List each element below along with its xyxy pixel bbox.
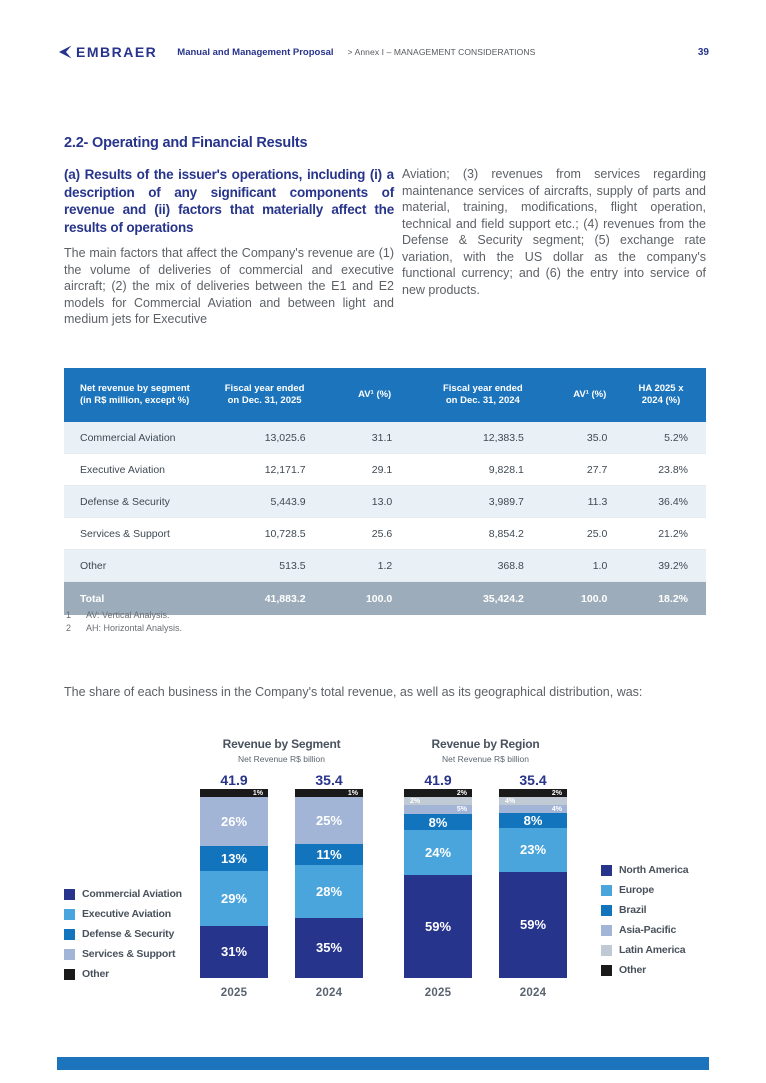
legend-label: Asia-Pacific — [619, 924, 677, 936]
table-row — [64, 518, 706, 550]
legend-swatch — [601, 965, 612, 976]
row-value: 1.2 — [377, 559, 393, 572]
bar-segment-other: 1% — [200, 789, 268, 797]
legend-item-europe — [601, 880, 688, 900]
stacked-bar — [404, 789, 472, 978]
x-axis-label: 2024 — [315, 987, 343, 999]
column-header: AV¹ (%) — [536, 368, 619, 422]
table-row — [64, 550, 706, 582]
bar-total-label: 35.4 — [519, 772, 547, 788]
row-label: Other — [80, 559, 107, 572]
legend-item-executive-aviation — [64, 904, 182, 924]
page-header — [57, 40, 709, 64]
bar-segment-europe: 24% — [404, 830, 472, 875]
row-value: 13,025.6 — [264, 431, 306, 444]
revenue-by-segment-chart — [200, 737, 363, 999]
row-value: 25.6 — [371, 527, 393, 540]
column-header: Net revenue by segment (in R$ million, except %) — [64, 368, 218, 422]
region-chart-bars — [404, 772, 567, 999]
breadcrumb: > Annex I – MANAGEMENT CONSIDERATIONS — [347, 47, 536, 57]
row-value: 35,424.2 — [482, 592, 524, 605]
right-column — [402, 166, 706, 298]
column-header: HA 2025 x 2024 (%) — [619, 368, 706, 422]
x-axis-label: 2025 — [220, 987, 248, 999]
legend-swatch — [601, 905, 612, 916]
legend-label: Brazil — [619, 904, 647, 916]
bar-segment-brazil: 8% — [404, 814, 472, 829]
x-axis-label: 2024 — [519, 987, 547, 999]
row-value: 29.1 — [371, 463, 393, 476]
row-value: 39.2% — [658, 559, 688, 572]
bar-segment-executive-aviation: 29% — [200, 871, 268, 926]
legend-item-other — [601, 960, 688, 980]
legend-swatch — [601, 925, 612, 936]
legend-item-north-america — [601, 860, 688, 880]
table-row — [64, 422, 706, 454]
brand-name: EMBRAER — [76, 44, 158, 60]
legend-swatch — [601, 945, 612, 956]
legend-swatch — [64, 969, 75, 980]
footnote-2-number: 2 — [66, 623, 72, 633]
row-label: Commercial Aviation — [80, 431, 176, 444]
legend-label: Defense & Security — [82, 928, 175, 940]
row-value: 100.0 — [365, 592, 393, 605]
charts-intro-sentence: The share of each business in the Company's total revenue, as well as its geographical distribution, was: — [64, 685, 643, 699]
legend-swatch — [601, 865, 612, 876]
bar-segment-other: 2% — [499, 789, 567, 797]
bar-total-label: 41.9 — [220, 772, 248, 788]
footnote-1 — [66, 610, 182, 620]
bar-total-label: 35.4 — [315, 772, 343, 788]
body-paragraph-left: The main factors that affect the Company's revenue are (1) the volume of deliveries of commercial and executive aircraft; (2) the mix of deliveries between the E1 and E2 models for Commercial Aviation and between light and medium jets for Executive — [64, 246, 394, 327]
bar-segment-defense-security: 11% — [295, 844, 363, 865]
bar-segment-other: 1% — [295, 789, 363, 797]
bar-segment-brazil: 8% — [499, 813, 567, 828]
legend-label: Other — [82, 968, 110, 980]
row-value: 12,383.5 — [482, 431, 524, 444]
bar-segment-latin-america: 4% — [499, 797, 567, 805]
row-label: Total — [80, 592, 105, 605]
row-value: 21.2% — [658, 527, 688, 540]
legend-label: Europe — [619, 884, 654, 896]
chart-title: Revenue by Region — [431, 737, 540, 751]
stacked-bar — [295, 789, 363, 978]
legend-swatch — [64, 949, 75, 960]
legend-label: Other — [619, 964, 647, 976]
bar-segment-europe: 23% — [499, 828, 567, 871]
chart-subtitle: Net Revenue R$ billion — [238, 754, 325, 764]
section-heading: 2.2- Operating and Financial Results — [64, 135, 308, 151]
legend-swatch — [601, 885, 612, 896]
legend-label: Latin America — [619, 944, 686, 956]
row-value: 513.5 — [279, 559, 306, 572]
row-label: Executive Aviation — [80, 463, 166, 476]
legend-item-defense-security — [64, 924, 182, 944]
legend-item-brazil — [601, 900, 688, 920]
row-value: 368.8 — [497, 559, 524, 572]
column-header: AV¹ (%) — [318, 368, 405, 422]
embraer-logo — [57, 44, 157, 60]
revenue-table — [64, 368, 706, 615]
bar-segment-commercial-aviation: 31% — [200, 926, 268, 978]
document-title: Manual and Management Proposal — [177, 46, 334, 58]
footnotes — [66, 610, 182, 636]
row-value: 12,171.7 — [264, 463, 306, 476]
segment-legend — [64, 884, 182, 984]
bar-segment-asia-pacific: 5% — [404, 805, 472, 814]
row-value: 13.0 — [371, 495, 393, 508]
segment-chart-bars — [200, 772, 363, 999]
row-value: 3,989.7 — [488, 495, 524, 508]
revenue-table-header — [64, 368, 706, 422]
table-row — [64, 454, 706, 486]
row-value: 8,854.2 — [488, 527, 524, 540]
row-value: 25.0 — [586, 527, 608, 540]
row-value: 35.0 — [586, 431, 608, 444]
column-header: Fiscal year ended on Dec. 31, 2024 — [404, 368, 536, 422]
bar-segment-other: 2% — [404, 789, 472, 797]
legend-swatch — [64, 909, 75, 920]
region-legend — [601, 860, 688, 980]
bar-segment-latin-america: 2% — [404, 797, 472, 805]
legend-label: Services & Support — [82, 948, 176, 960]
legend-label: North America — [619, 864, 689, 876]
row-value: 23.8% — [658, 463, 688, 476]
row-value: 1.0 — [592, 559, 608, 572]
column-header: Fiscal year ended on Dec. 31, 2025 — [218, 368, 318, 422]
bar-segment-defense-security: 13% — [200, 846, 268, 871]
legend-swatch — [64, 929, 75, 940]
footnote-2-text: AH: Horizontal Analysis. — [86, 623, 183, 633]
row-value: 5.2% — [664, 431, 688, 444]
legend-item-latin-america — [601, 940, 688, 960]
footnote-2 — [66, 623, 182, 633]
bar-segment-north-america: 59% — [499, 872, 567, 978]
row-value: 100.0 — [581, 592, 608, 605]
bar-segment-asia-pacific: 4% — [499, 805, 567, 813]
row-label: Defense & Security — [80, 495, 170, 508]
revenue-by-region-chart — [404, 737, 567, 999]
row-value: 31.1 — [371, 431, 393, 444]
legend-item-asia-pacific — [601, 920, 688, 940]
chart-title: Revenue by Segment — [222, 737, 341, 751]
bar-segment-services-support: 26% — [200, 797, 268, 846]
bar-segment-executive-aviation: 28% — [295, 865, 363, 918]
left-column — [64, 166, 394, 328]
table-row — [64, 486, 706, 518]
bar-segment-services-support: 25% — [295, 797, 363, 844]
embraer-arrow-icon — [57, 45, 72, 59]
legend-item-commercial-aviation — [64, 884, 182, 904]
page-number: 39 — [697, 46, 709, 58]
row-value: 18.2% — [658, 592, 688, 605]
bar-total-label: 41.9 — [424, 772, 452, 788]
footer-bar — [57, 1057, 709, 1070]
bar-segment-north-america: 59% — [404, 875, 472, 978]
legend-label: Executive Aviation — [82, 908, 171, 920]
footnote-1-number: 1 — [66, 610, 72, 620]
body-paragraph-right: Aviation; (3) revenues from services regarding maintenance services of aircrafts, supply of parts and material, training, modifications, flight operation, technical and field support etc.; (4) revenues from the Defense & Security segment; (5) exchange rate variation, with the US dollar as the company's functional currency; and (6) the entry into service of new products. — [402, 167, 706, 297]
stacked-bar — [200, 789, 268, 978]
chart-subtitle: Net Revenue R$ billion — [442, 754, 529, 764]
row-value: 11.3 — [587, 495, 608, 508]
row-value: 9,828.1 — [488, 463, 524, 476]
bar-segment-commercial-aviation: 35% — [295, 918, 363, 978]
bar-column-2024 — [499, 772, 567, 999]
stacked-bar — [499, 789, 567, 978]
x-axis-label: 2025 — [424, 987, 452, 999]
legend-item-services-support — [64, 944, 182, 964]
subsection-heading: (a) Results of the issuer's operations, including (i) a description of any significant components of revenue and (ii) factors that materially affect the results of operations — [64, 167, 394, 235]
bar-column-2024 — [295, 772, 363, 999]
row-value: 5,443.9 — [270, 495, 306, 508]
row-value: 27.7 — [586, 463, 608, 476]
legend-swatch — [64, 889, 75, 900]
bar-column-2025 — [404, 772, 472, 999]
row-value: 36.4% — [658, 495, 688, 508]
row-value: 10,728.5 — [264, 527, 306, 540]
footnote-1-text: AV: Vertical Analysis. — [86, 610, 170, 620]
bar-column-2025 — [200, 772, 268, 999]
legend-item-other — [64, 964, 182, 984]
row-value: 41,883.2 — [264, 592, 306, 605]
row-label: Services & Support — [80, 527, 170, 540]
legend-label: Commercial Aviation — [82, 888, 182, 900]
